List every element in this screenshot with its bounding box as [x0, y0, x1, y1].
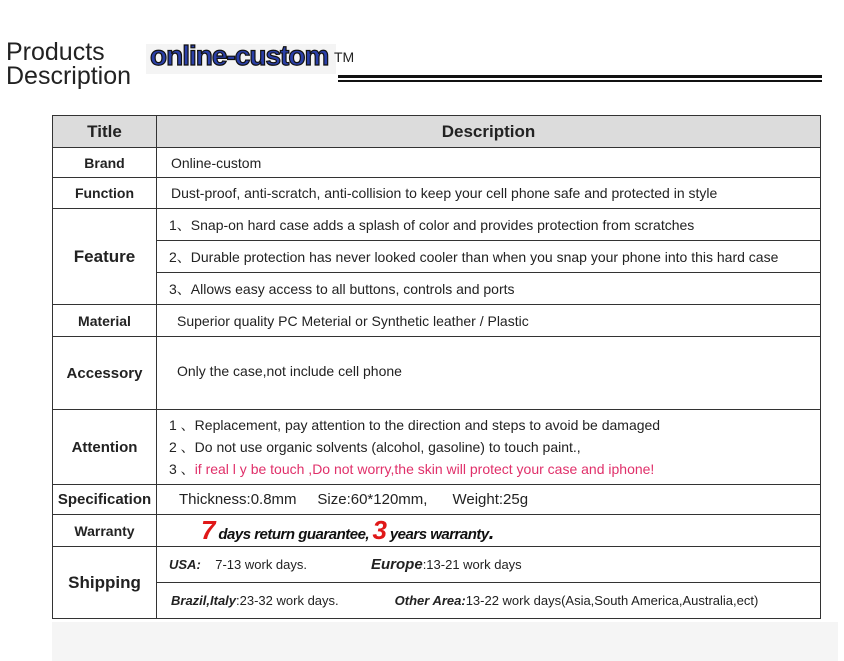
row-function — [53, 178, 821, 209]
warranty-years-text: years warranty — [389, 526, 489, 543]
return-guarantee-text: days return guarantee, — [218, 526, 370, 543]
product-spec-table — [52, 115, 821, 619]
shipping-list — [157, 547, 821, 619]
usa-value: 7-13 work days. — [215, 557, 307, 572]
row-shipping — [53, 547, 821, 619]
attention-item-number: 3 、 — [169, 461, 195, 477]
warranty-years-number: 3 — [372, 515, 387, 545]
table-header-row — [53, 116, 821, 148]
brand-value: Online-custom — [157, 148, 821, 178]
feature-item: 1、Snap-on hard case adds a splash of color and provides protection from scratches — [157, 209, 820, 241]
row-accessory — [53, 337, 821, 410]
brand-logo: online-custom — [150, 40, 329, 71]
feature-item: 2、Durable protection has never looked cooler than when you snap your phone into this hard case — [157, 241, 820, 273]
specification-value — [157, 485, 821, 515]
material-label: Material — [53, 305, 157, 337]
brand-label: Brand — [53, 148, 157, 178]
brazil-italy-value: :23-32 work days. — [236, 593, 339, 608]
usa-label: USA: — [169, 557, 201, 572]
header-rule-top — [338, 75, 822, 78]
attention-item: 1 、Replacement, pay attention to the direction and steps to avoid be damaged — [169, 417, 661, 433]
specification-label: Specification — [53, 485, 157, 515]
attention-item-3 — [157, 458, 820, 480]
attention-item: 2 、Do not use organic solvents (alcohol, gasoline) to touch paint., — [169, 439, 581, 455]
row-brand — [53, 148, 821, 178]
row-feature — [53, 209, 821, 305]
row-attention — [53, 410, 821, 485]
brazil-italy-label: Brazil,Italy — [171, 593, 237, 608]
accessory-value: Only the case,not include cell phone — [157, 337, 821, 410]
shipping-line-1 — [157, 547, 820, 583]
attention-list — [157, 410, 821, 485]
row-warranty — [53, 515, 821, 547]
europe-value: :13-21 work days — [422, 557, 522, 572]
products-description-heading — [6, 40, 131, 88]
heading-line-description: Description — [6, 62, 132, 90]
warranty-line — [201, 515, 494, 545]
footer-shadow-area — [52, 622, 838, 661]
function-label: Function — [53, 178, 157, 209]
header-title: Title — [53, 116, 157, 148]
other-area-label: Other Area: — [394, 593, 466, 608]
attention-item-warning: if real l y be touch ,Do not worry,the skin will protect your case and iphone! — [194, 461, 655, 477]
material-value: Superior quality PC Meterial or Synthetic leather / Plastic — [157, 305, 821, 337]
feature-list — [157, 209, 821, 305]
header-rule-bottom — [338, 80, 822, 82]
spec-weight: Weight:25g — [452, 491, 529, 508]
europe-label: Europe — [371, 556, 423, 573]
other-area-value: 13-22 work days(Asia,South America,Australia,ect) — [465, 593, 759, 608]
row-material — [53, 305, 821, 337]
warranty-label: Warranty — [53, 515, 157, 547]
shipping-line-2 — [157, 583, 820, 618]
spec-thickness: Thickness:0.8mm — [179, 491, 297, 508]
header-description: Description — [157, 116, 821, 148]
row-specification — [53, 485, 821, 515]
feature-label: Feature — [53, 209, 157, 305]
attention-label: Attention — [53, 410, 157, 485]
feature-item: 3、Allows easy access to all buttons, controls and ports — [169, 280, 515, 297]
heading-line-products: Products — [6, 38, 105, 66]
function-value: Dust-proof, anti-scratch, anti-collision to keep your cell phone safe and protected in style — [157, 178, 821, 209]
accessory-label: Accessory — [53, 337, 157, 410]
return-days-number: 7 — [201, 515, 215, 545]
trademark-mark: TM — [334, 49, 355, 65]
shipping-label: Shipping — [53, 547, 157, 619]
warranty-value — [157, 515, 821, 547]
warranty-dot: . — [488, 522, 494, 544]
spec-size: Size:60*120mm, — [317, 491, 428, 508]
